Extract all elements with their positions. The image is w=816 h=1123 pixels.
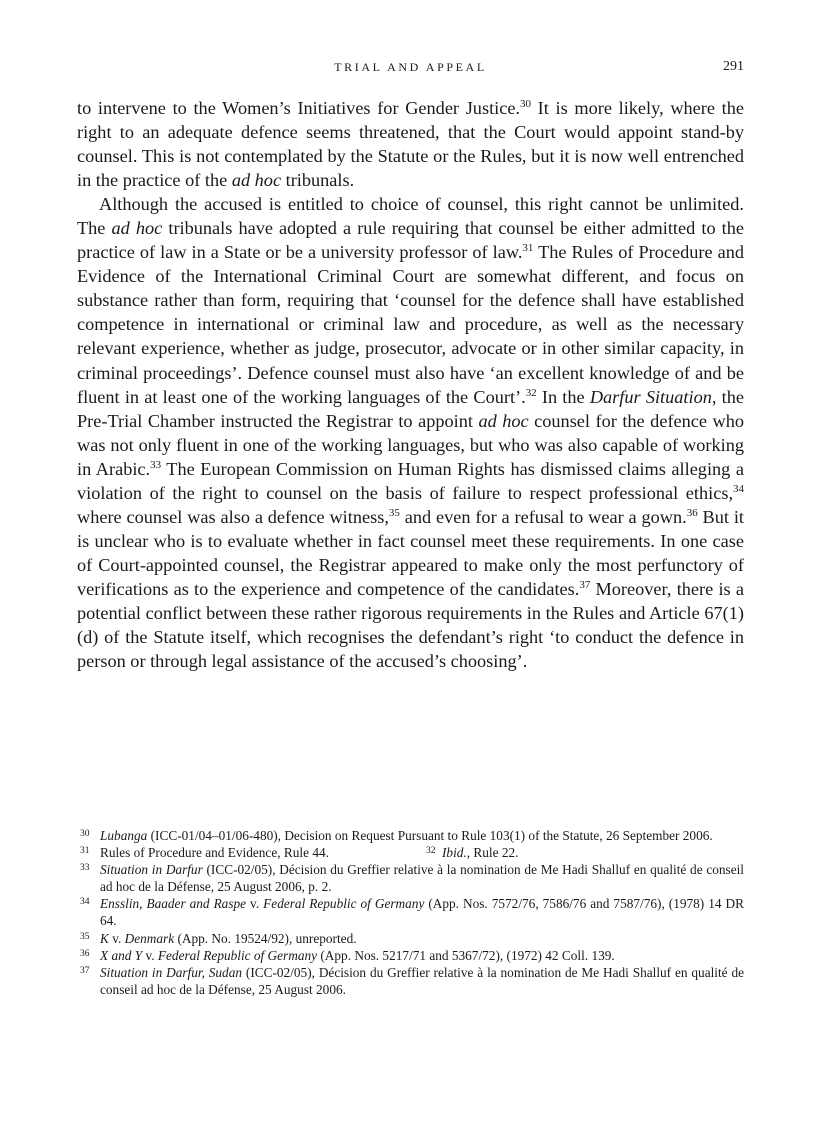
footnote-text: (ICC-02/05), Décision du Greffier relative à la nomination de Me Hadi Shalluf en qualité de conseil ad hoc de la Défense, 25 August 2006.	[100, 964, 745, 997]
running-title: TRIAL AND APPEAL	[334, 60, 487, 74]
footnote-31-32	[77, 844, 744, 861]
italic-run: Denmark	[124, 930, 175, 946]
italic-run: ad hoc	[111, 218, 163, 239]
footnote-number: 32	[426, 846, 436, 857]
text-run: tribunals have adopted a rule requiring that counsel be either admitted to the practice of law in a State or be a university professor of law.	[77, 218, 745, 263]
text-run: Moreover, there is a potential conflict between these rather rigorous requirements in the Rules and Article 67(1)(d) of the Statute itself, which recognises the defendant’s right ‘to conduct the defence in person or through legal assistance of the accused’s choosing’.	[77, 578, 744, 672]
text-run: The Rules of Procedure and Evidence of the International Criminal Court are somewhat different, and focus on substance rather than form, requiring that ‘counsel for the defence shall have established competence in international or criminal law and procedure, as well as the necessary relevant experience, whether as judge, prosecutor, advocate or in other similar capacity, in criminal proceedings’. Defence counsel must also have ‘an excellent knowledge of and be fluent in at least one of the working languages of the Court’.	[77, 242, 744, 407]
paragraph-2	[77, 192, 744, 673]
footnote-34	[77, 895, 744, 929]
italic-run: Ensslin, Baader and Raspe	[100, 896, 247, 912]
text-run: where counsel was also a defence witness,	[77, 506, 389, 527]
italic-run: Situation in Darfur	[100, 862, 203, 878]
page-number: 291	[723, 59, 744, 74]
italic-run: Federal Republic of Germany	[263, 896, 425, 912]
italic-run: X and Y	[100, 947, 143, 963]
footnote-ref-30[interactable]: 30	[520, 98, 531, 111]
footnote-text: Rules of Procedure and Evidence, Rule 44.	[100, 845, 329, 861]
footnote-number: 33	[80, 863, 90, 874]
footnote-number: 37	[80, 965, 90, 976]
text-run: In the	[536, 386, 590, 407]
footnote-text: (ICC-02/05), Décision du Greffier relative à la nomination de Me Hadi Shalluf en qualité de conseil ad hoc de la Défense, 25 August 2006, p. 2.	[100, 862, 744, 895]
footnote-36	[77, 947, 744, 964]
footnote-ref-36[interactable]: 36	[686, 507, 698, 519]
italic-run: ad hoc	[478, 410, 529, 431]
text-run: and even for a refusal to wear a gown.	[399, 506, 687, 527]
footnote-text: (App. Nos. 7572/76, 7586/76 and 7587/76), (1978) 14 DR 64.	[100, 896, 744, 929]
footnote-text: (ICC-01/04–01/06-480), Decision on Request Pursuant to Rule 103(1) of the Statute, 26 September 2006.	[147, 828, 713, 843]
footnote-ref-31[interactable]: 31	[522, 242, 534, 255]
text-run: The European Commission on Human Rights has dismissed claims alleging a violation of the right to counsel on the basis of failure to respect professional ethics,	[77, 458, 744, 503]
footnote-ref-33[interactable]: 33	[150, 458, 162, 471]
footnote-30	[77, 827, 744, 844]
footnote-37	[77, 964, 744, 998]
footnote-text: (App. No. 19524/92), unreported.	[174, 930, 357, 946]
footnote-text: , Rule 22.	[466, 845, 519, 861]
footnote-ref-35[interactable]: 35	[388, 507, 400, 519]
footnote-number: 36	[80, 948, 90, 959]
text-run: counsel for the defence who was not only fluent in one of the working languages, but who was also capable of working in Arabic.	[77, 410, 745, 479]
italic-run: Situation in Darfur, Sudan	[100, 964, 243, 980]
footnote-ref-34[interactable]: 34	[733, 482, 744, 495]
italic-run: Darfur Situation	[589, 386, 712, 407]
footnote-32	[426, 844, 519, 861]
footnote-35	[77, 930, 744, 947]
footnote-text: v.	[246, 896, 264, 912]
paragraph-1	[77, 96, 744, 192]
italic-run: K	[100, 930, 109, 946]
body-text	[77, 96, 744, 673]
italic-run: Lubanga	[100, 828, 148, 843]
footnote-ref-32[interactable]: 32	[525, 386, 537, 399]
footnote-33	[77, 861, 744, 895]
footnote-text: (App. Nos. 5217/71 and 5367/72), (1972) 42 Coll. 139.	[317, 947, 615, 963]
italic-run: Federal Republic of Germany	[157, 947, 318, 963]
text-run: to intervene to the Women’s Initiatives for Gender Justice.	[77, 98, 521, 118]
footnote-number: 31	[80, 846, 90, 857]
footnote-text: v.	[108, 930, 125, 946]
text-run: , the Pre-Trial Chamber instructed the Registrar to appoint	[77, 386, 744, 431]
footnote-ref-37[interactable]: 37	[579, 579, 591, 592]
italic-run: Ibid.	[442, 845, 467, 861]
footnote-number: 34	[80, 897, 90, 908]
italic-run: ad hoc	[231, 170, 282, 191]
text-run: tribunals.	[281, 170, 355, 191]
footnotes	[77, 827, 744, 998]
running-header	[77, 59, 744, 77]
footnote-number: 30	[80, 829, 90, 839]
footnote-number: 35	[80, 931, 90, 942]
text-run: But it is unclear who is to evaluate whether in fact counsel meet these requirements. In one case of Court-appointed counsel, the Registrar appeared to make only the most perfunctory of verifications as to the experience and competence of the candidates.	[77, 506, 744, 599]
text-run: Although the accused is entitled to choice of counsel, this right cannot be unlimited. The	[77, 194, 744, 239]
text-run: It is more likely, where the right to an adequate defence seems threatened, that the Court would appoint stand-by counsel. This is not contemplated by the Statute or the Rules, but it is now well entrenched in the practice of the	[77, 98, 744, 191]
footnote-text: v.	[142, 947, 158, 963]
